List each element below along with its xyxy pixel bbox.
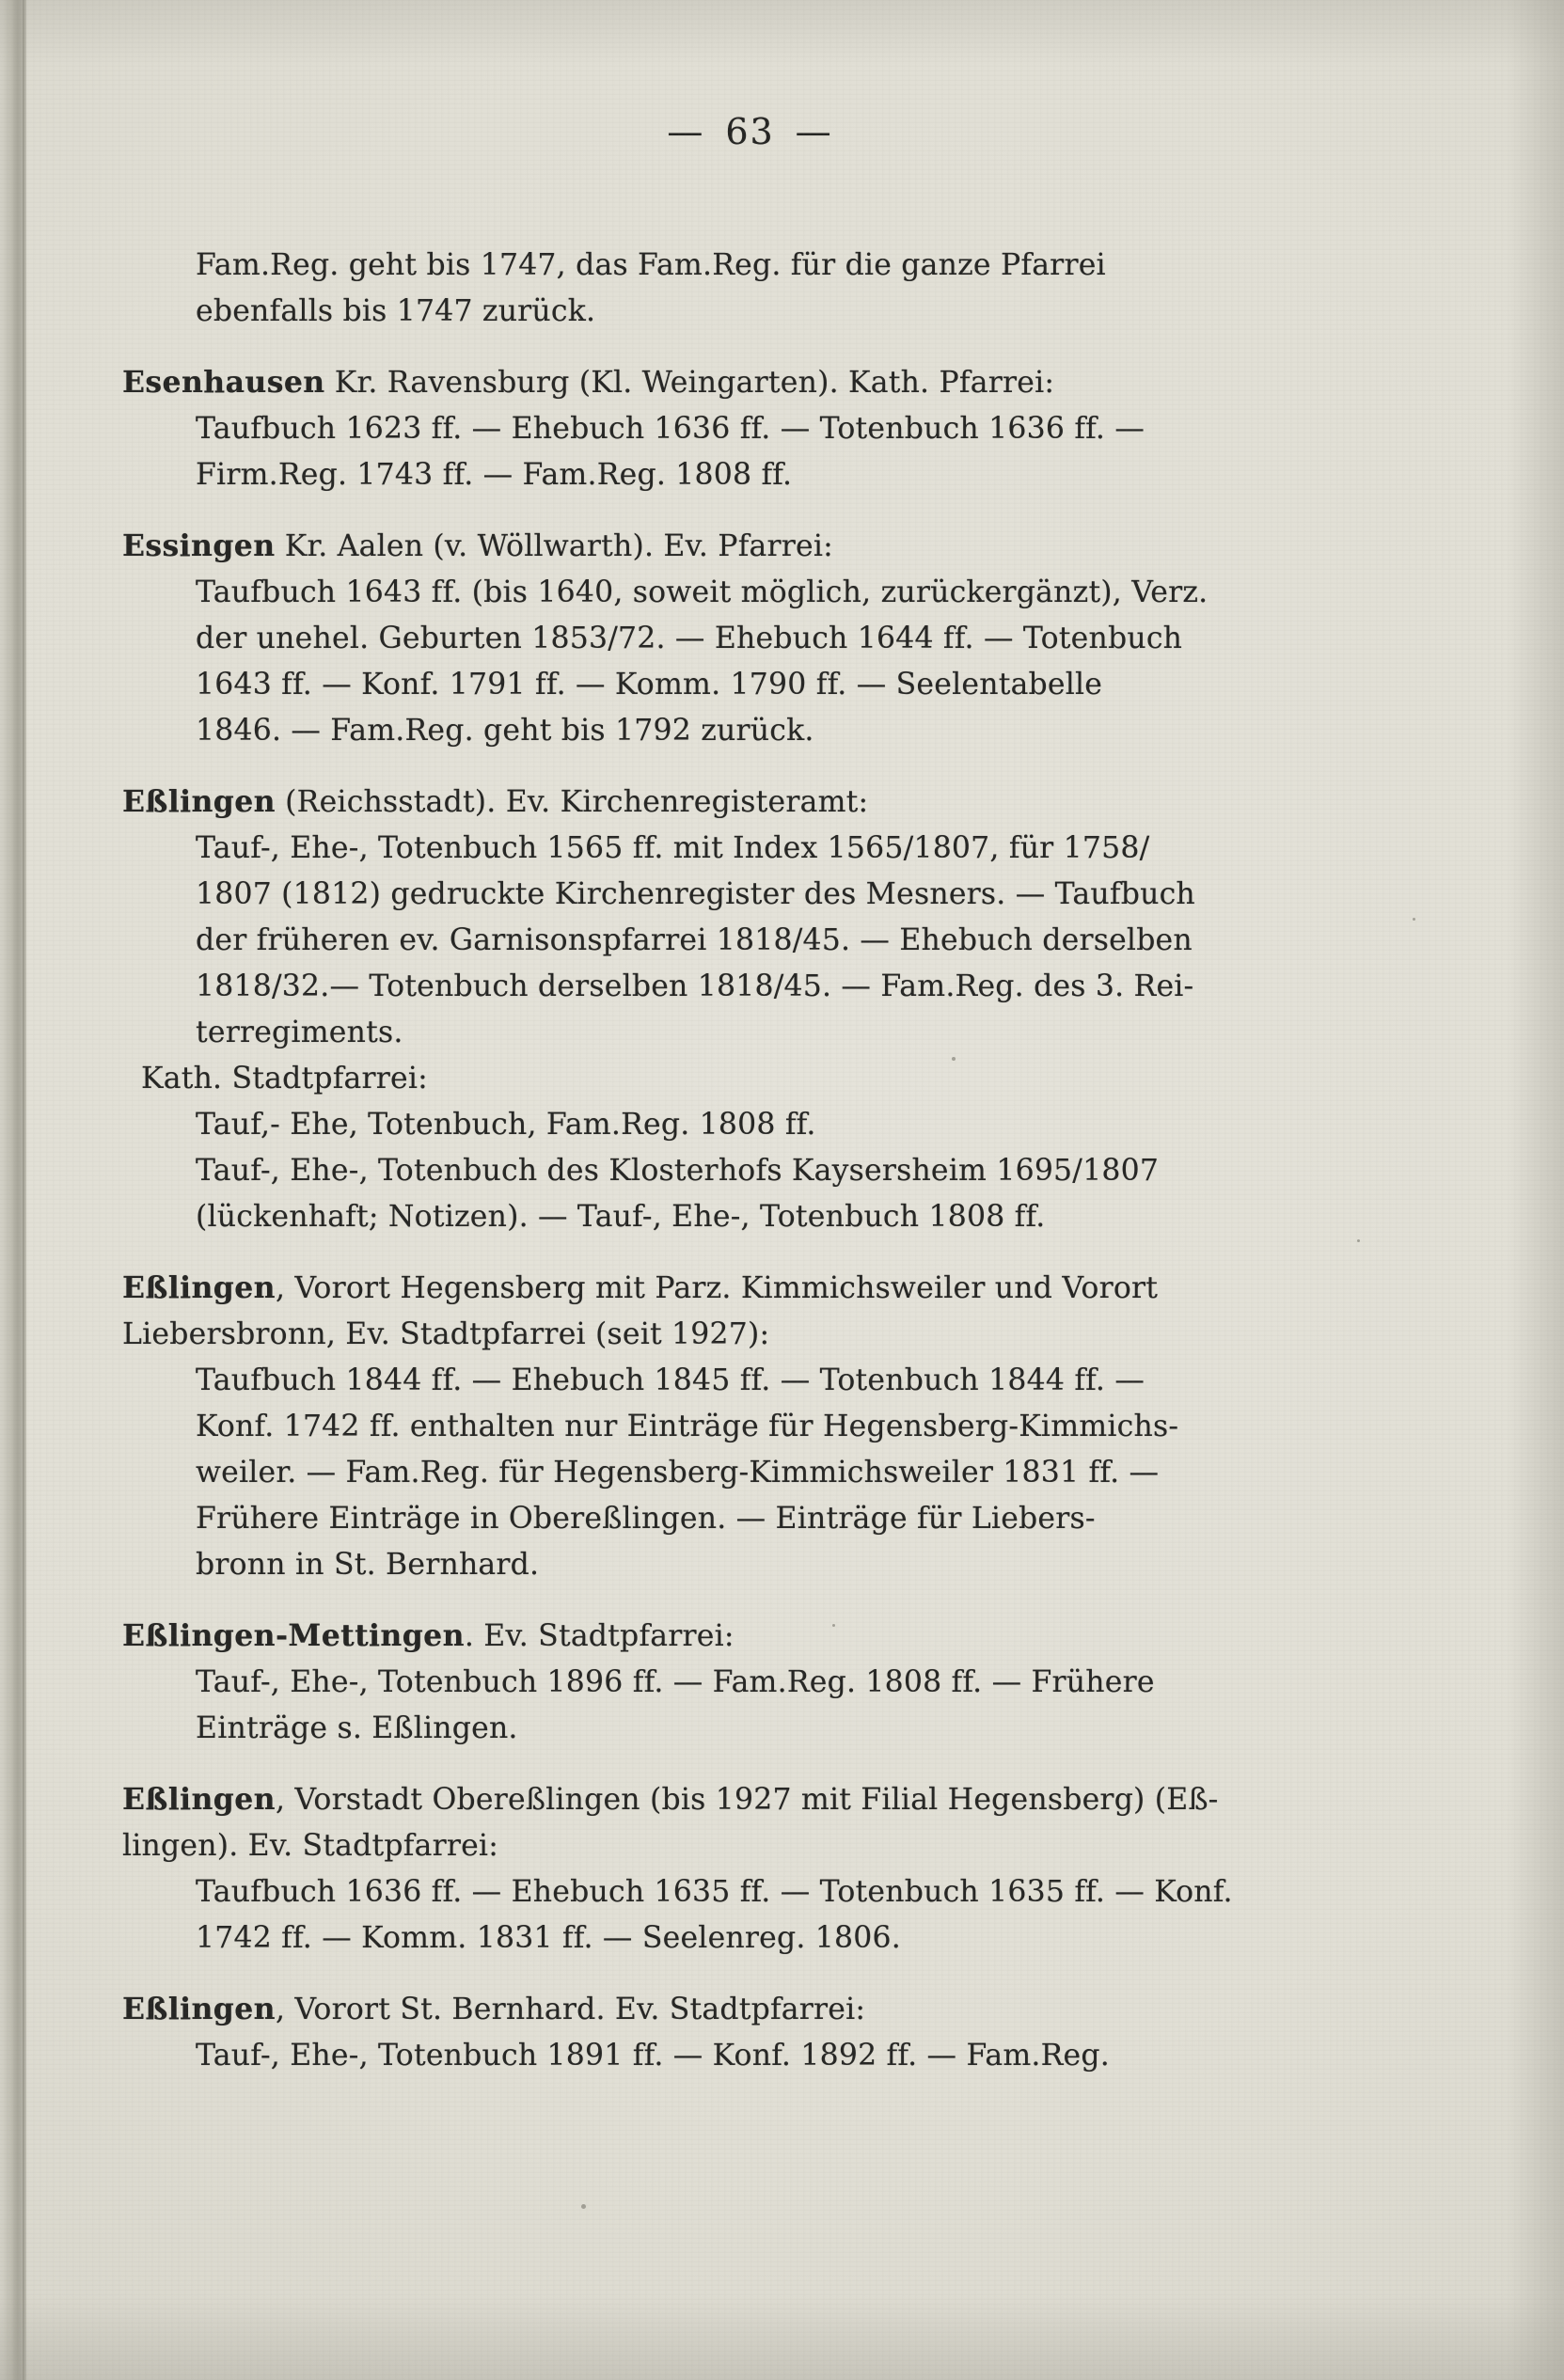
entry-heading-rest: , Vorort St. Bernhard. Ev. Stadtpfarrei: — [275, 1993, 866, 2026]
entry-text-line: Tauf-, Ehe-, Totenbuch 1891 ff. — Konf. 1892 ff. — Fam.Reg. — [196, 2039, 1110, 2073]
entry-text-line: der unehel. Geburten 1853/72. — Ehebuch 1644 ff. — Totenbuch — [196, 622, 1183, 655]
entry-text-line: bronn in St. Bernhard. — [196, 1548, 540, 1582]
right-edge-shadow — [1508, 0, 1564, 2380]
place-name: Esenhausen — [122, 365, 325, 400]
binding-gutter-shadow — [0, 0, 24, 2380]
place-name: Eßlingen — [122, 784, 276, 819]
place-name: Essingen — [122, 528, 276, 563]
entry-text-line: Einträge s. Eßlingen. — [196, 1711, 518, 1745]
text-column — [122, 111, 1430, 2104]
register-entry — [122, 359, 1430, 498]
register-entry — [122, 1986, 1430, 2079]
folio-dash-left: — — [667, 111, 705, 152]
entry-heading-rest: , Vorort Hegensberg mit Parz. Kimmichsweiler und Vorort — [275, 1271, 1159, 1305]
place-name: Eßlingen — [122, 1782, 276, 1817]
scan-speck — [952, 1057, 956, 1061]
entry-heading-line — [122, 779, 1430, 826]
folio-dash-right: — — [795, 111, 833, 152]
entry-text-line: Taufbuch 1636 ff. — Ehebuch 1635 ff. — Totenbuch 1635 ff. — Konf. — [196, 1875, 1233, 1909]
entry-heading-line: Liebersbronn, Ev. Stadtpfarrei (seit 1927): — [122, 1317, 770, 1351]
entry-text-line: 1846. — Fam.Reg. geht bis 1792 zurück. — [196, 714, 814, 748]
entry-text-line: terregiments. — [196, 1016, 403, 1049]
entry-heading-line — [122, 523, 1430, 570]
entry-text-line: Tauf-, Ehe-, Totenbuch 1896 ff. — Fam.Reg. 1808 ff. — Frühere — [196, 1665, 1155, 1699]
entry-text-line: Fam.Reg. geht bis 1747, das Fam.Reg. für die ganze Pfarrei — [196, 248, 1106, 282]
entry-text-line: 1643 ff. — Konf. 1791 ff. — Komm. 1790 ff. — Seelentabelle — [196, 668, 1103, 701]
entry-heading-line: lingen). Ev. Stadtpfarrei: — [122, 1829, 499, 1863]
entry-text-line: weiler. — Fam.Reg. für Hegensberg-Kimmichsweiler 1831 ff. — — [196, 1456, 1160, 1489]
place-name: Eßlingen — [122, 1992, 276, 2026]
entry-heading-line — [122, 359, 1430, 406]
register-entry — [122, 523, 1430, 754]
top-edge-shadow — [0, 0, 1564, 66]
page-folio — [122, 111, 1430, 152]
entry-text-line: Tauf,- Ehe, Totenbuch, Fam.Reg. 1808 ff. — [196, 1108, 816, 1142]
register-entry — [122, 243, 1430, 335]
register-entry — [122, 1613, 1430, 1752]
place-name: Eßlingen — [122, 1270, 276, 1305]
entry-text-line: Firm.Reg. 1743 ff. — Fam.Reg. 1808 ff. — [196, 458, 793, 492]
entry-list — [122, 243, 1430, 2079]
bottom-edge-shadow — [0, 2295, 1564, 2380]
scan-speck — [1357, 1239, 1360, 1242]
entry-text-line: (lückenhaft; Notizen). — Tauf-, Ehe-, Totenbuch 1808 ff. — [196, 1200, 1046, 1234]
scan-speck — [1413, 918, 1415, 921]
entry-text-line: ebenfalls bis 1747 zurück. — [196, 294, 596, 328]
entry-heading-line — [122, 1986, 1430, 2033]
entry-heading-rest: (Reichsstadt). Ev. Kirchenregisteramt: — [275, 785, 869, 819]
entry-heading-line — [122, 1613, 1430, 1660]
entry-text-line: 1742 ff. — Komm. 1831 ff. — Seelenreg. 1806. — [196, 1921, 901, 1955]
entry-text-line: Frühere Einträge in Obereßlingen. — Einträge für Liebers- — [196, 1502, 1096, 1536]
page-number: 63 — [725, 111, 775, 152]
entry-heading-rest: Kr. Ravensburg (Kl. Weingarten). Kath. Pfarrei: — [324, 366, 1055, 400]
entry-text-line: Tauf-, Ehe-, Totenbuch 1565 ff. mit Index 1565/1807, für 1758/ — [196, 831, 1150, 865]
entry-text-line: Tauf-, Ehe-, Totenbuch des Klosterhofs Kaysersheim 1695/1807 — [196, 1154, 1160, 1188]
scan-speck — [832, 1624, 835, 1627]
entry-heading-line — [122, 1776, 1430, 1823]
entry-text-line: der früheren ev. Garnisonspfarrei 1818/45. — Ehebuch derselben — [196, 923, 1193, 957]
entry-text-line: Taufbuch 1844 ff. — Ehebuch 1845 ff. — Totenbuch 1844 ff. — — [196, 1363, 1145, 1397]
register-entry — [122, 1776, 1430, 1962]
register-entry — [122, 779, 1430, 1240]
entry-heading-rest: . Ev. Stadtpfarrei: — [464, 1619, 735, 1653]
scan-speck — [581, 2204, 586, 2209]
page-edge-line — [23, 0, 26, 2380]
register-entry — [122, 1265, 1430, 1588]
entry-text-line: 1807 (1812) gedruckte Kirchenregister des Mesners. — Taufbuch — [196, 877, 1195, 911]
entry-subheading-line: Kath. Stadtpfarrei: — [141, 1062, 428, 1095]
entry-heading-rest: , Vorstadt Obereßlingen (bis 1927 mit Filial Hegensberg) (Eß- — [275, 1783, 1219, 1817]
entry-text-line: 1818/32.— Totenbuch derselben 1818/45. — Fam.Reg. des 3. Rei- — [196, 969, 1194, 1003]
entry-heading-rest: Kr. Aalen (v. Wöllwarth). Ev. Pfarrei: — [275, 529, 833, 563]
place-name: Eßlingen-Mettingen — [122, 1618, 465, 1653]
entry-heading-line — [122, 1265, 1430, 1312]
entry-text-line: Taufbuch 1623 ff. — Ehebuch 1636 ff. — Totenbuch 1636 ff. — — [196, 412, 1145, 446]
entry-text-line: Konf. 1742 ff. enthalten nur Einträge für Hegensberg-Kimmichs- — [196, 1410, 1179, 1443]
entry-text-line: Taufbuch 1643 ff. (bis 1640, soweit möglich, zurückergänzt), Verz. — [196, 575, 1209, 609]
